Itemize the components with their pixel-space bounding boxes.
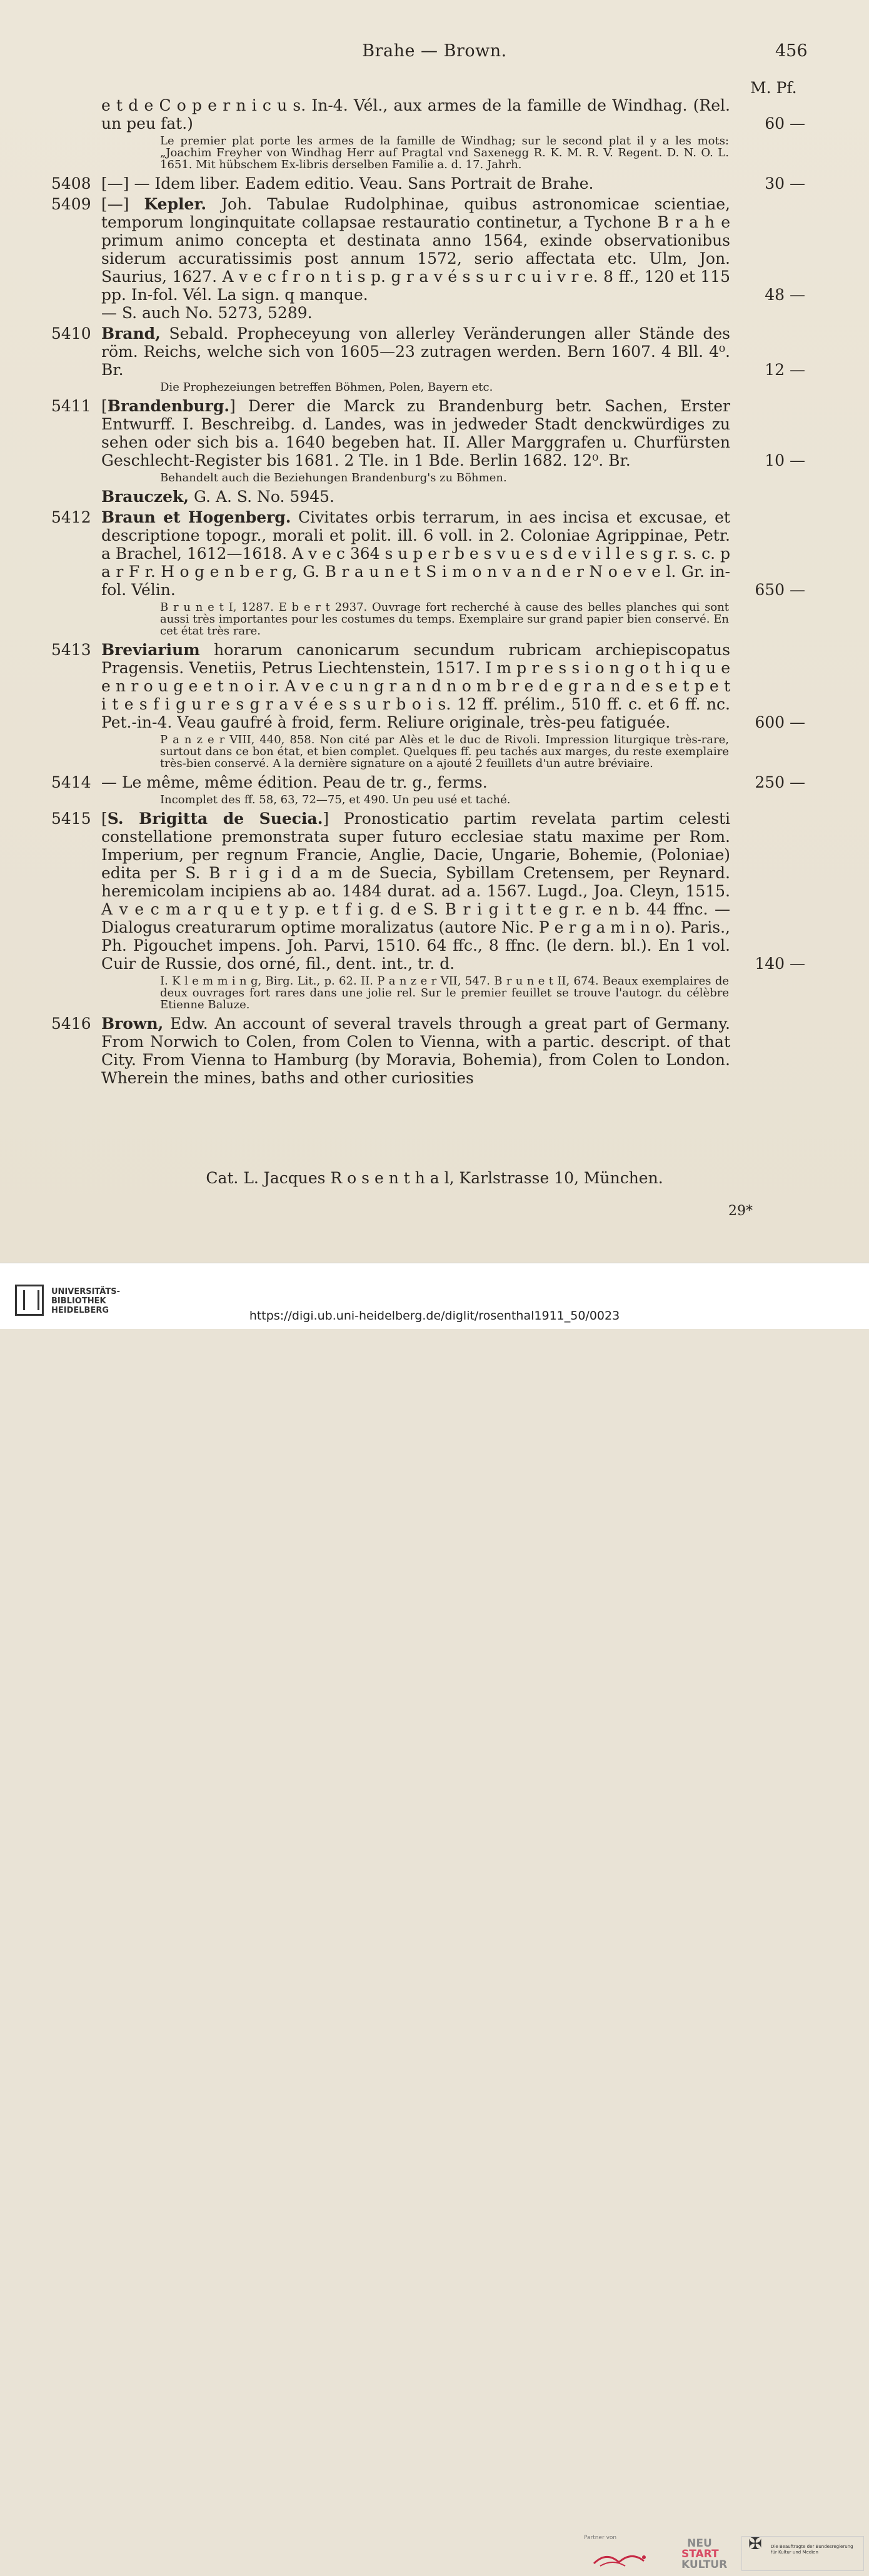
entry-heading: Braun et Hogenberg. [101,508,291,526]
entry-heading: Breviarium [101,641,200,659]
currency-label: M. Pf. [750,79,797,97]
entry-note: I. K l e m m i n g, Birg. Lit., p. 62. II. P a n z e r VII, 547. B r u n e t II, 674. Beaux exemplaires de deux ouvrages fort rares dans une jolie rel. Sur le premier feuillet se trouve l'autogr. du célèbre Etienne Baluze. [160,975,729,1011]
partner-label: Partner von [584,2535,617,2541]
entry-price: 250 — [755,773,805,791]
entry-number: 5409 [51,195,91,213]
signature-mark: 29* [728,1203,753,1219]
federal-commissioner-logo: ✠ Die Beauftragte der Bundesregierung für Kultur und Medien [741,2536,864,2571]
entry-note: Le premier plat porte les armes de la famille de Windhag; sur le second plat il y a les mots: „Joachim Freyher von Windhag Herr auf Pragtal vnd Saxenegg R. K. M. R. V. Regent. D. N. O. L. 1651. Mit hübschem Ex-libris derselben Familie a. d. 17. Jahrh. [160,134,729,171]
catalog-entry [0,397,869,469]
entry-note: Incomplet des ff. 58, 63, 72—75, et 490. Un peu usé et taché. [160,793,511,806]
eagle-icon: ✠ [748,2535,762,2553]
entry-note: B r u n e t I, 1287. E b e r t 2937. Ouvrage fort recherché à cause des belles planches qui sont aussi très importantes pour les costumes du temps. Exemplaire sur grand papier bien conservé. En cet état très rare. [160,601,729,638]
entry-number: 5408 [51,174,91,193]
catalog-entry [0,1015,869,1087]
catalog-entry [0,324,869,379]
entry-number: 5413 [51,641,91,659]
entry-cross-reference: — S. auch No. 5273, 5289. [101,304,313,322]
entry-heading: Kepler. [144,195,207,213]
page-number: 456 [775,41,808,61]
running-title: Brahe — Brown. [362,41,507,61]
entry-text: Braun et Hogenberg. Civitates orbis terrarum, in aes incisa et excusae, et descriptione topogr., morali et polit. ill. 6 voll. in 2. Coloniae Agrippinae, Petr. a Brachel, 1612—1618. A v e c 364 s u p e r b e s v u e s d e v i l l e s g r. s. c. p a r F r. H o g e n b e r g, G. B r a u n e t S i m o n v a n d e r N o e v e l. Gr. in-fol. Vélin. [101,508,730,599]
digital-library-logo-icon [581,2545,656,2576]
catalog-entry [0,174,869,193]
entry-heading: Brand, [101,324,161,343]
cross-reference-heading: Brauczek, [101,488,189,506]
cross-reference-text: Brauczek, G. A. S. No. 5945. [101,488,334,506]
neustart-kultur-logo: NEU START KULTUR [681,2537,728,2571]
catalog-footer [0,1169,869,1187]
entry-number: 5416 [51,1015,91,1033]
entry-number: 5412 [51,508,91,526]
entry-text: Breviarium horarum canonicarum secundum rubricam archiepiscopatus Pragensis. Venetiis, Petrus Liechtenstein, 1517. I m p r e s s i o n g o t h i q u e e n r o u g e e t n o i r. A v e c u n g r a n d n o m b r e d e g r a n d e s e t p e t i t e s f i g u r e s g r a v é e s s u r b o i s. 12 ff. prélim., 510 ff. c. et 6 ff. nc. Pet.-in-4. Veau gaufré à froid, ferm. Reliure originale, très-peu fatiguée. [101,641,730,731]
catalog-entry [0,773,869,791]
entry-text: [Brandenburg.] Derer die Marck zu Brandenburg betr. Sachen, Erster Entwurff. I. Beschreibg. d. Landes, was in jedweder Stadt denckwürdiges zu sehen oder sich bis a. 1640 begeben hat. II. Aller Marggrafen u. Churfürsten Geschlecht-Register bis 1681. 2 Tle. in 1 Bde. Berlin 1682. 12⁰. Br. [101,397,730,469]
entry-note: Behandelt auch die Beziehungen Brandenburg's zu Böhmen. [160,471,507,484]
entry-text: Brand, Sebald. Propheceyung von allerley Veränderungen aller Stände des röm. Reichs, welche sich von 1605—23 zutragen werden. Bern 1607. 4 Bll. 4⁰. Br. [101,324,730,379]
entry-price: 12 — [765,361,805,379]
entry-number: 5411 [51,397,91,415]
entry-text: — Le même, même édition. Peau de tr. g., ferms. [101,773,488,791]
entry-heading: Brandenburg. [107,397,230,415]
entry-note: Die Prophezeiungen betreffen Böhmen, Polen, Bayern etc. [160,381,493,394]
entry-price: 60 — [765,114,805,133]
entry-heading: Brown, [101,1015,164,1033]
entry-number: 5410 [51,324,91,343]
entry-text: [—] Kepler. Joh. Tabulae Rudolphinae, quibus astronomicae scientiae, temporum longinquitate collapsae restauratio continetur, a Tychone B r a h e primum animo concepta et destinata anno 1564, exinde observationibus siderum accuratissimis post annum 1572, serio affectata etc. Ulm, Jon. Saurius, 1627. A v e c f r o n t i s p. g r a v é s s u r c u i v r e. 8 ff., 120 et 115 pp. In-fol. Vél. La sign. q manque. [101,195,730,304]
catalog-entry [0,641,869,731]
catalog-entry [0,195,869,322]
entry-heading: S. Brigitta de Suecia. [107,809,323,828]
entry-price: 140 — [755,955,805,973]
catalog-entry [0,96,869,133]
entry-price: 10 — [765,451,805,469]
entry-price: 600 — [755,713,805,731]
university-name: UNIVERSITÄTS- BIBLIOTHEK HEIDELBERG [51,1287,120,1315]
entry-number: 5415 [51,809,91,828]
catalog-entries [0,96,869,1090]
catalog-entry [0,809,869,973]
catalog-entry [0,508,869,599]
entry-text: Brown, Edw. An account of several travels through a great part of Germany. From Norwich to Colen, from Colen to Vienna, with a partic. descript. of that City. From Vienna to Hamburg (by Moravia, Bohemia), from Colen to London. Wherein the mines, baths and other curiosities [101,1015,730,1087]
catalog-page [0,0,869,1263]
catalog-cross-reference [0,488,869,506]
entry-note: P a n z e r VIII, 440, 858. Non cité par Alès et le duc de Rivoli. Impression liturgique très-rare, surtout dans ce bon état, et bien complet. Quelques ff. peu tachés aux marges, du reste exemplaire très-bien conservé. A la dernière signature on a ajouté 2 feuillets d'un autre bréviaire. [160,733,729,770]
entry-price: 30 — [765,174,805,193]
entry-price: 650 — [755,581,805,599]
permalink[interactable]: https://digi.ub.uni-heidelberg.de/diglit/rosenthal1911_50/0023 [249,1309,620,1323]
entry-text: [S. Brigitta de Suecia.] Pronosticatio partim revelata partim celesti constellatione premonstrata super futuro ecclesiae statu maxime per Rom. Imperium, per regnum Francie, Anglie, Dacie, Ungarie, Bohemie, (Poloniae) edita per S. B r i g i d a m de Suecia, Sybillam Cretensem, per Reynard. heremicolam incipiens ab ao. 1484 durat. ad a. 1567. Lugd., Joa. Cleyn, 1515. A v e c m a r q u e t y p. e t f i g. d e S. B r i g i t t e g r. e n b. 44 ffnc. — Dialogus creaturarum optime moralizatus (autore Nic. P e r g a m i n o). Paris., Ph. Pigouchet impens. Joh. Parvi, 1510. 64 ffc., 8 ffnc. (le dern. bl.). En 1 vol. Cuir de Russie, dos orné, fil., dent. int., tr. d. [101,809,730,973]
entry-text: e t d e C o p e r n i c u s. In-4. Vél., aux armes de la famille de Windhag. (Rel. un peu fat.) [101,96,730,133]
entry-text: [—] — Idem liber. Eadem editio. Veau. Sans Portrait de Brahe. [101,174,594,193]
catalog-imprint: Cat. L. Jacques R o s e n t h a l, Karlstrasse 10, München. [206,1169,663,1187]
page-header [0,41,869,66]
entry-number: 5414 [51,773,91,791]
entry-price: 48 — [765,286,805,304]
